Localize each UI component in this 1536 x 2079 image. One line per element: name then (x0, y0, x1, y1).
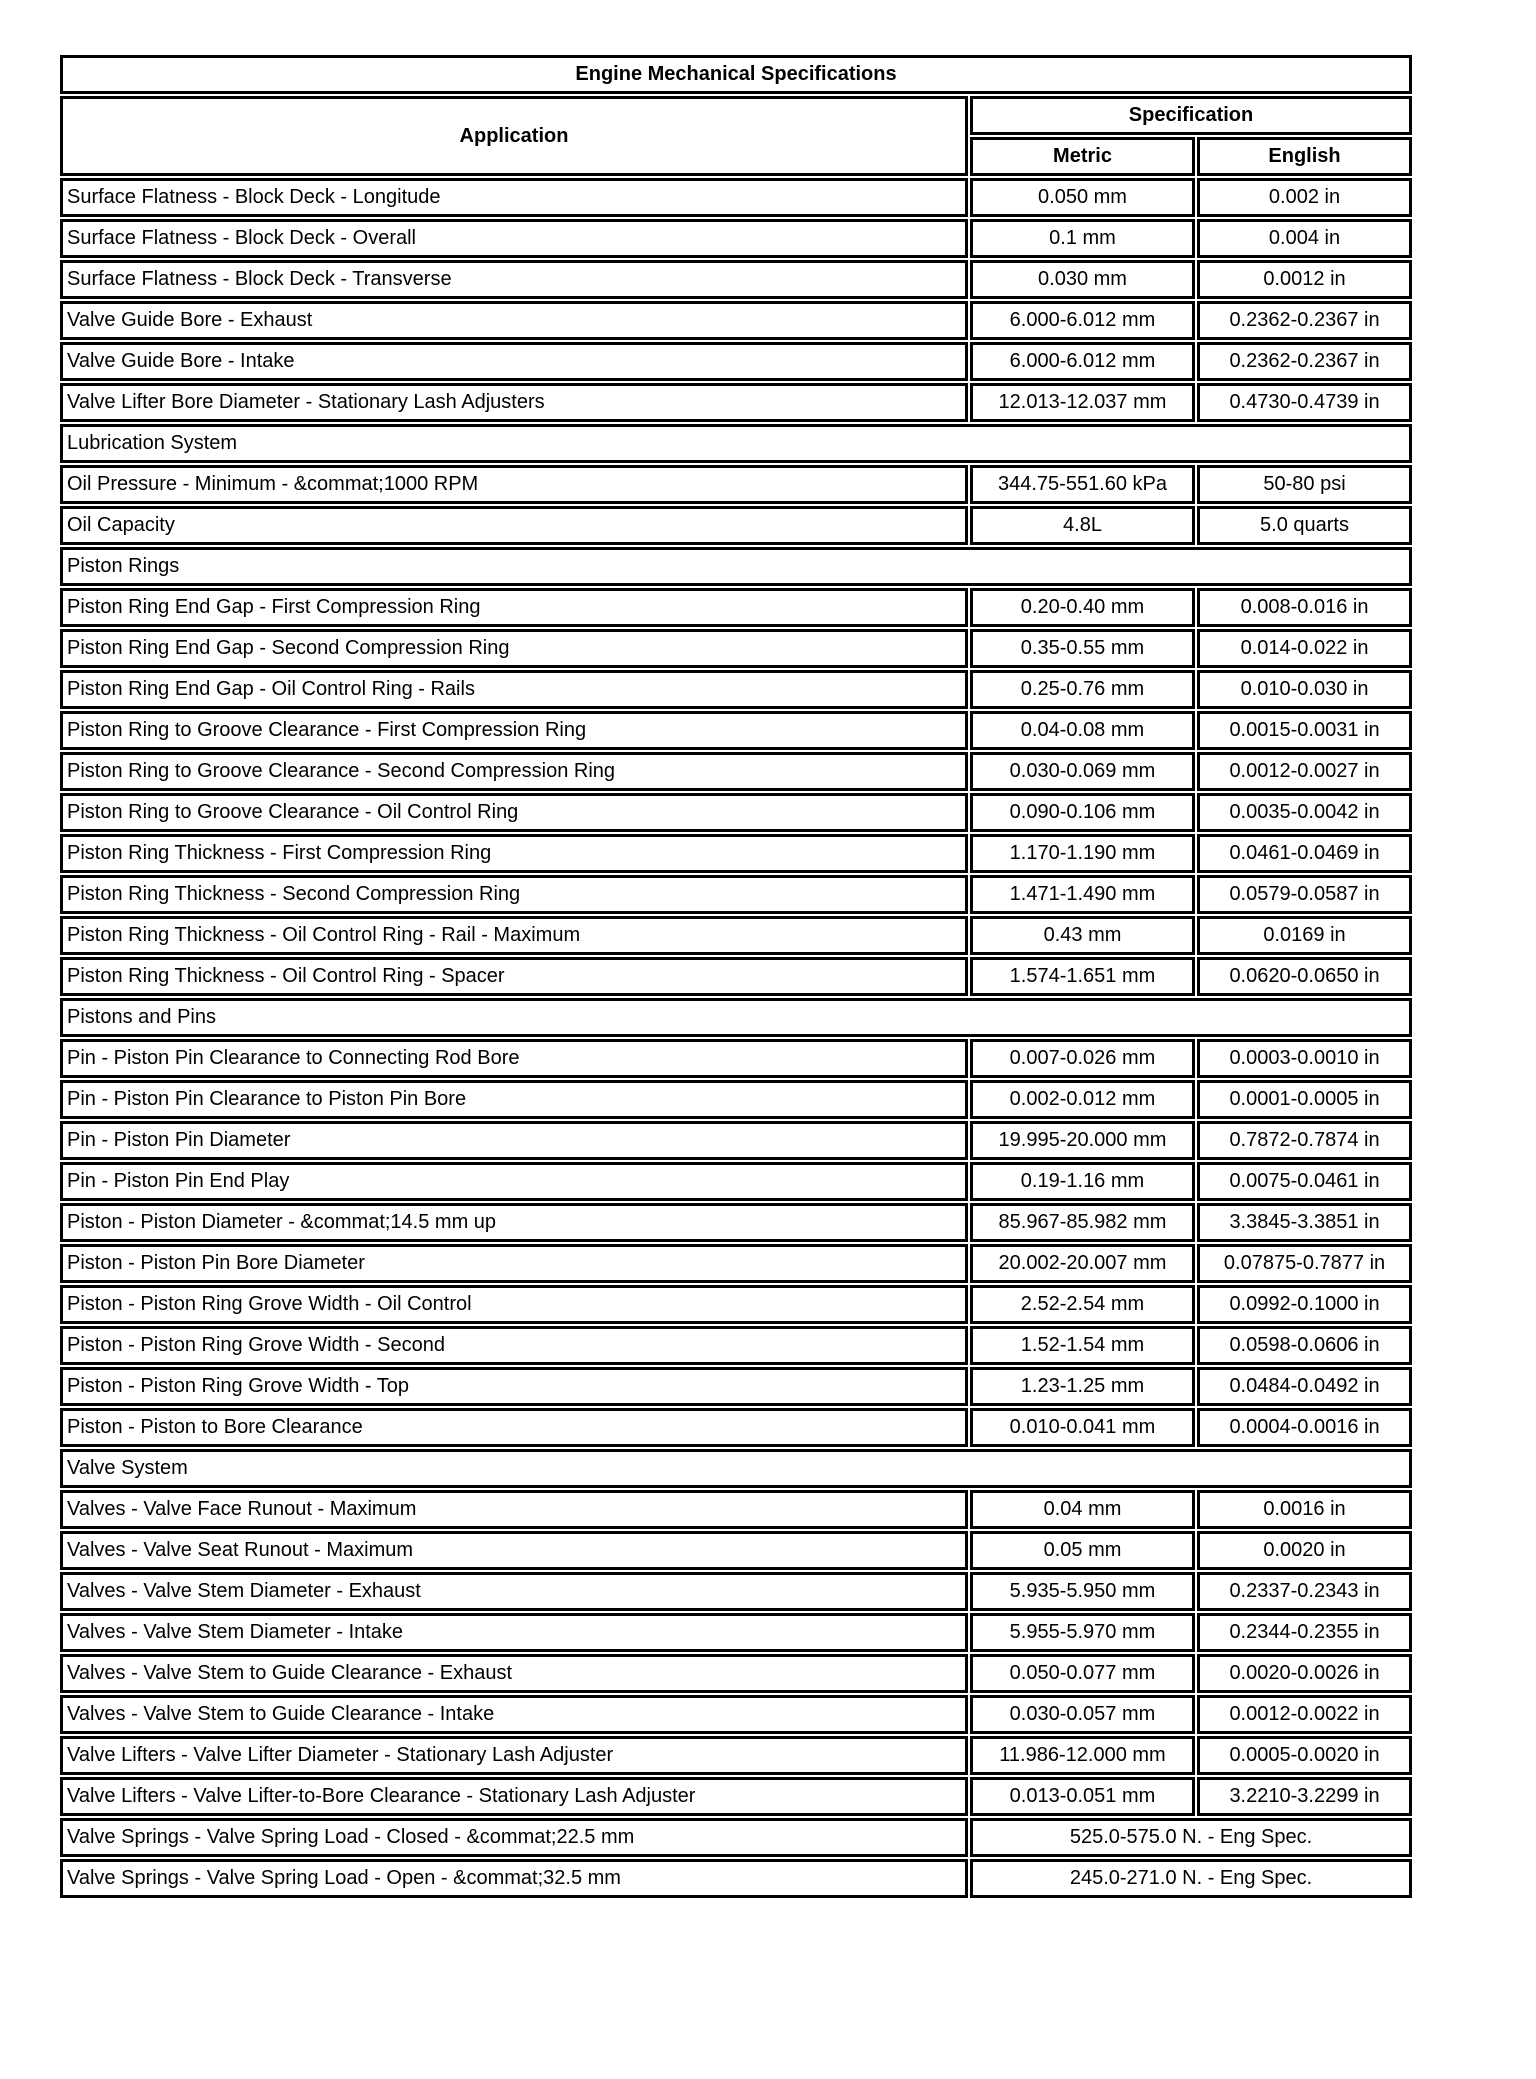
metric-cell: 1.23-1.25 mm (970, 1367, 1195, 1406)
english-cell: 0.0484-0.0492 in (1197, 1367, 1412, 1406)
metric-cell: 5.935-5.950 mm (970, 1572, 1195, 1611)
table-row (60, 260, 1412, 299)
english-cell: 0.2362-0.2367 in (1197, 342, 1412, 381)
spec-combined-cell: 245.0-271.0 N. - Eng Spec. (970, 1859, 1412, 1898)
application-cell: Valves - Valve Stem to Guide Clearance - Intake (60, 1695, 968, 1734)
english-cell: 0.004 in (1197, 219, 1412, 258)
table-row (60, 629, 1412, 668)
metric-cell: 1.574-1.651 mm (970, 957, 1195, 996)
table-row (60, 588, 1412, 627)
section-label: Valve System (60, 1449, 1412, 1488)
application-cell: Piston - Piston Ring Grove Width - Oil Control (60, 1285, 968, 1324)
col-header-metric: Metric (970, 137, 1195, 176)
metric-cell: 0.1 mm (970, 219, 1195, 258)
table-row (60, 957, 1412, 996)
english-cell: 5.0 quarts (1197, 506, 1412, 545)
col-header-specification: Specification (970, 96, 1412, 135)
table-row (60, 670, 1412, 709)
page (0, 53, 1536, 2079)
english-cell: 50-80 psi (1197, 465, 1412, 504)
application-cell: Valve Lifters - Valve Lifter Diameter - Stationary Lash Adjuster (60, 1736, 968, 1775)
application-cell: Pin - Piston Pin End Play (60, 1162, 968, 1201)
application-cell: Piston Ring Thickness - First Compression Ring (60, 834, 968, 873)
section-row (60, 424, 1412, 463)
metric-cell: 0.05 mm (970, 1531, 1195, 1570)
section-label: Pistons and Pins (60, 998, 1412, 1037)
english-cell: 0.0003-0.0010 in (1197, 1039, 1412, 1078)
metric-cell: 0.090-0.106 mm (970, 793, 1195, 832)
application-cell: Piston Ring Thickness - Second Compression Ring (60, 875, 968, 914)
section-row (60, 1449, 1412, 1488)
spec-table-body (60, 178, 1412, 1898)
table-row (60, 1695, 1412, 1734)
spec-combined-cell: 525.0-575.0 N. - Eng Spec. (970, 1818, 1412, 1857)
application-cell: Piston Ring End Gap - Second Compression Ring (60, 629, 968, 668)
table-row (60, 1572, 1412, 1611)
table-row (60, 1080, 1412, 1119)
metric-cell: 6.000-6.012 mm (970, 342, 1195, 381)
metric-cell: 20.002-20.007 mm (970, 1244, 1195, 1283)
table-row (60, 1326, 1412, 1365)
table-row (60, 1613, 1412, 1652)
table-row (60, 342, 1412, 381)
english-cell: 0.0012 in (1197, 260, 1412, 299)
metric-cell: 0.04 mm (970, 1490, 1195, 1529)
metric-cell: 0.030-0.057 mm (970, 1695, 1195, 1734)
metric-cell: 0.007-0.026 mm (970, 1039, 1195, 1078)
english-cell: 0.002 in (1197, 178, 1412, 217)
col-header-english: English (1197, 137, 1412, 176)
table-row (60, 711, 1412, 750)
metric-cell: 0.35-0.55 mm (970, 629, 1195, 668)
table-row (60, 506, 1412, 545)
table-row (60, 1531, 1412, 1570)
application-cell: Valves - Valve Seat Runout - Maximum (60, 1531, 968, 1570)
application-cell: Valve Lifters - Valve Lifter-to-Bore Clearance - Stationary Lash Adjuster (60, 1777, 968, 1816)
table-row (60, 383, 1412, 422)
table-row (60, 1408, 1412, 1447)
table-row (60, 219, 1412, 258)
english-cell: 0.0005-0.0020 in (1197, 1736, 1412, 1775)
english-cell: 0.2362-0.2367 in (1197, 301, 1412, 340)
english-cell: 0.008-0.016 in (1197, 588, 1412, 627)
metric-cell: 1.52-1.54 mm (970, 1326, 1195, 1365)
english-cell: 0.0075-0.0461 in (1197, 1162, 1412, 1201)
english-cell: 0.0012-0.0027 in (1197, 752, 1412, 791)
col-header-application: Application (60, 96, 968, 176)
english-cell: 0.2344-0.2355 in (1197, 1613, 1412, 1652)
metric-cell: 2.52-2.54 mm (970, 1285, 1195, 1324)
application-cell: Piston Ring End Gap - Oil Control Ring - Rails (60, 670, 968, 709)
table-row (60, 752, 1412, 791)
application-cell: Valves - Valve Stem to Guide Clearance - Exhaust (60, 1654, 968, 1693)
english-cell: 0.0015-0.0031 in (1197, 711, 1412, 750)
application-cell: Valve Guide Bore - Exhaust (60, 301, 968, 340)
application-cell: Piston - Piston Ring Grove Width - Top (60, 1367, 968, 1406)
english-cell: 0.0016 in (1197, 1490, 1412, 1529)
application-cell: Pin - Piston Pin Clearance to Piston Pin Bore (60, 1080, 968, 1119)
title-row (60, 55, 1412, 94)
table-row (60, 1654, 1412, 1693)
table-row (60, 916, 1412, 955)
table-row (60, 1777, 1412, 1816)
metric-cell: 4.8L (970, 506, 1195, 545)
application-cell: Surface Flatness - Block Deck - Longitude (60, 178, 968, 217)
table-row (60, 178, 1412, 217)
english-cell: 0.014-0.022 in (1197, 629, 1412, 668)
metric-cell: 0.030 mm (970, 260, 1195, 299)
application-cell: Valves - Valve Stem Diameter - Exhaust (60, 1572, 968, 1611)
english-cell: 0.0620-0.0650 in (1197, 957, 1412, 996)
application-cell: Surface Flatness - Block Deck - Overall (60, 219, 968, 258)
metric-cell: 11.986-12.000 mm (970, 1736, 1195, 1775)
application-cell: Piston Ring End Gap - First Compression Ring (60, 588, 968, 627)
table-row (60, 1285, 1412, 1324)
application-cell: Pin - Piston Pin Diameter (60, 1121, 968, 1160)
application-cell: Oil Capacity (60, 506, 968, 545)
metric-cell: 0.010-0.041 mm (970, 1408, 1195, 1447)
english-cell: 0.0992-0.1000 in (1197, 1285, 1412, 1324)
application-cell: Piston Ring to Groove Clearance - Second Compression Ring (60, 752, 968, 791)
metric-cell: 0.43 mm (970, 916, 1195, 955)
specifications-table (58, 53, 1414, 1900)
english-cell: 0.0461-0.0469 in (1197, 834, 1412, 873)
metric-cell: 0.20-0.40 mm (970, 588, 1195, 627)
section-row (60, 998, 1412, 1037)
english-cell: 0.2337-0.2343 in (1197, 1572, 1412, 1611)
metric-cell: 1.471-1.490 mm (970, 875, 1195, 914)
english-cell: 0.010-0.030 in (1197, 670, 1412, 709)
application-cell: Valve Lifter Bore Diameter - Stationary Lash Adjusters (60, 383, 968, 422)
table-row (60, 301, 1412, 340)
metric-cell: 1.170-1.190 mm (970, 834, 1195, 873)
metric-cell: 6.000-6.012 mm (970, 301, 1195, 340)
table-row (60, 793, 1412, 832)
metric-cell: 0.050-0.077 mm (970, 1654, 1195, 1693)
application-cell: Valve Springs - Valve Spring Load - Open - &commat;32.5 mm (60, 1859, 968, 1898)
application-cell: Piston Ring to Groove Clearance - Oil Control Ring (60, 793, 968, 832)
application-cell: Piston Ring Thickness - Oil Control Ring - Spacer (60, 957, 968, 996)
english-cell: 0.0598-0.0606 in (1197, 1326, 1412, 1365)
application-cell: Valve Springs - Valve Spring Load - Closed - &commat;22.5 mm (60, 1818, 968, 1857)
section-row (60, 547, 1412, 586)
table-row (60, 1244, 1412, 1283)
english-cell: 0.0001-0.0005 in (1197, 1080, 1412, 1119)
application-cell: Piston - Piston Diameter - &commat;14.5 mm up (60, 1203, 968, 1242)
table-row (60, 465, 1412, 504)
application-cell: Valves - Valve Stem Diameter - Intake (60, 1613, 968, 1652)
application-cell: Piston - Piston Pin Bore Diameter (60, 1244, 968, 1283)
table-row (60, 834, 1412, 873)
table-row (60, 1203, 1412, 1242)
application-cell: Oil Pressure - Minimum - &commat;1000 RPM (60, 465, 968, 504)
metric-cell: 0.030-0.069 mm (970, 752, 1195, 791)
table-row (60, 1162, 1412, 1201)
english-cell: 0.0169 in (1197, 916, 1412, 955)
application-cell: Piston Ring Thickness - Oil Control Ring - Rail - Maximum (60, 916, 968, 955)
english-cell: 0.0020-0.0026 in (1197, 1654, 1412, 1693)
application-cell: Valve Guide Bore - Intake (60, 342, 968, 381)
metric-cell: 344.75-551.60 kPa (970, 465, 1195, 504)
section-label: Lubrication System (60, 424, 1412, 463)
table-row (60, 875, 1412, 914)
metric-cell: 19.995-20.000 mm (970, 1121, 1195, 1160)
table-row (60, 1859, 1412, 1898)
english-cell: 0.0004-0.0016 in (1197, 1408, 1412, 1447)
english-cell: 3.2210-3.2299 in (1197, 1777, 1412, 1816)
metric-cell: 85.967-85.982 mm (970, 1203, 1195, 1242)
english-cell: 0.7872-0.7874 in (1197, 1121, 1412, 1160)
table-row (60, 1121, 1412, 1160)
table-row (60, 1818, 1412, 1857)
table-row (60, 1039, 1412, 1078)
metric-cell: 0.04-0.08 mm (970, 711, 1195, 750)
english-cell: 0.0012-0.0022 in (1197, 1695, 1412, 1734)
english-cell: 0.07875-0.7877 in (1197, 1244, 1412, 1283)
table-title: Engine Mechanical Specifications (60, 55, 1412, 94)
application-cell: Piston Ring to Groove Clearance - First Compression Ring (60, 711, 968, 750)
metric-cell: 0.002-0.012 mm (970, 1080, 1195, 1119)
english-cell: 0.4730-0.4739 in (1197, 383, 1412, 422)
english-cell: 0.0020 in (1197, 1531, 1412, 1570)
table-row (60, 1367, 1412, 1406)
metric-cell: 0.050 mm (970, 178, 1195, 217)
application-cell: Piston - Piston Ring Grove Width - Second (60, 1326, 968, 1365)
section-label: Piston Rings (60, 547, 1412, 586)
metric-cell: 0.25-0.76 mm (970, 670, 1195, 709)
english-cell: 0.0579-0.0587 in (1197, 875, 1412, 914)
metric-cell: 0.19-1.16 mm (970, 1162, 1195, 1201)
application-cell: Piston - Piston to Bore Clearance (60, 1408, 968, 1447)
application-cell: Surface Flatness - Block Deck - Transverse (60, 260, 968, 299)
english-cell: 3.3845-3.3851 in (1197, 1203, 1412, 1242)
application-cell: Valves - Valve Face Runout - Maximum (60, 1490, 968, 1529)
header-row-top (60, 96, 1412, 135)
metric-cell: 5.955-5.970 mm (970, 1613, 1195, 1652)
metric-cell: 0.013-0.051 mm (970, 1777, 1195, 1816)
english-cell: 0.0035-0.0042 in (1197, 793, 1412, 832)
application-cell: Pin - Piston Pin Clearance to Connecting Rod Bore (60, 1039, 968, 1078)
table-row (60, 1736, 1412, 1775)
table-row (60, 1490, 1412, 1529)
metric-cell: 12.013-12.037 mm (970, 383, 1195, 422)
